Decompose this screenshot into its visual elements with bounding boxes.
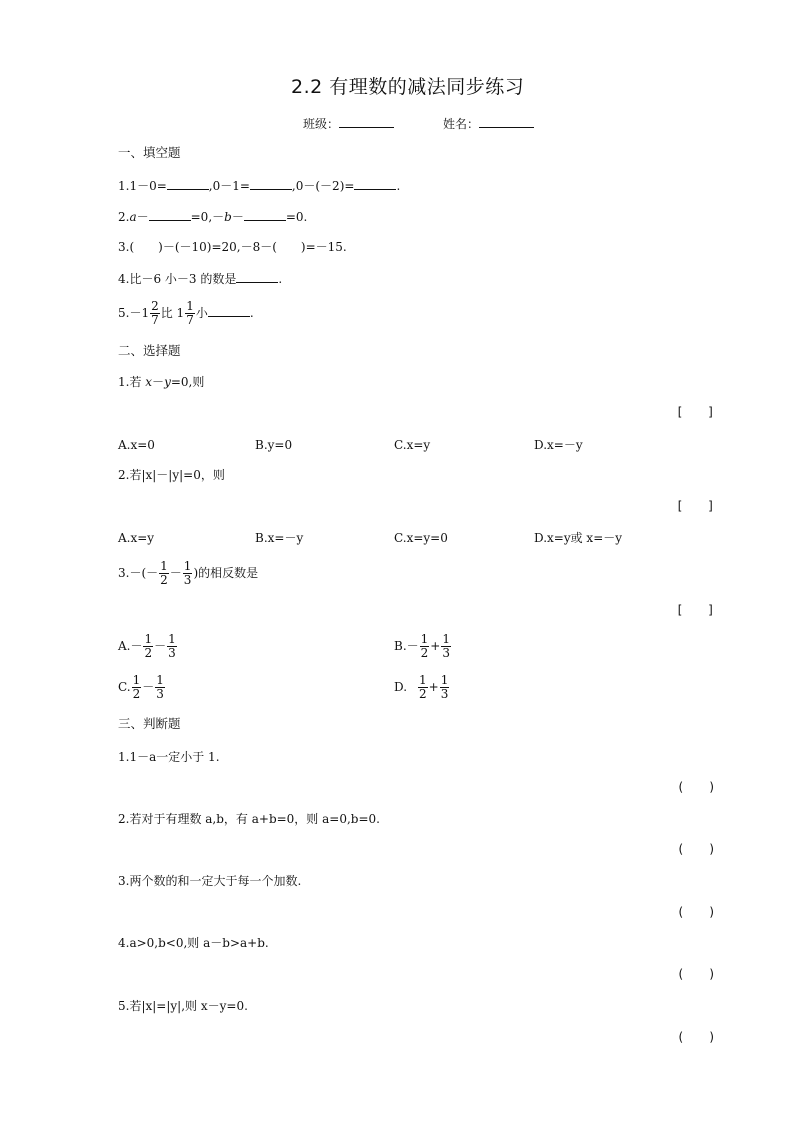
fraction: $\frac{1}{3}$	[183, 559, 192, 587]
page-title: 2.2 有理数的减法同步练习	[291, 76, 525, 98]
fill-question-3: 3.( )－(－10)=20,－8－( )=－15.	[118, 240, 347, 254]
option-c[interactable]: C.x=y	[394, 438, 431, 452]
judge-question-4: 4.a>0,b<0,则 a－b>a+b.	[118, 936, 269, 950]
option-b[interactable]: B.－ $\frac{1}{2}$ + $\frac{1}{3}$	[394, 632, 450, 660]
fill-blank[interactable]	[354, 177, 396, 190]
answer-paren[interactable]: ( )	[677, 905, 716, 919]
fill-question-1: 1.1－0= ,0－1= ,0－(－2)= .	[118, 179, 401, 193]
fill-blank[interactable]	[208, 304, 250, 317]
choice-question-3: 3.－(－ $\frac{1}{2}$ － $\frac{1}{3}$ )的相反数是	[118, 559, 259, 587]
judge-question-3: 3.两个数的和一定大于每一个加数.	[118, 874, 302, 888]
class-field	[303, 115, 394, 132]
option-d[interactable]: D. $\frac{1}{2}$ + $\frac{1}{3}$	[394, 673, 449, 701]
answer-paren[interactable]: ( )	[677, 1030, 716, 1044]
class-label: 班级：	[303, 117, 340, 131]
fill-blank[interactable]	[244, 208, 286, 221]
fill-question-5: 5.－1 $\frac{2}{7}$ 比 1 $\frac{1}{7}$ 小 .	[118, 299, 254, 327]
option-c[interactable]: C. $\frac{1}{2}$ － $\frac{1}{3}$	[118, 673, 164, 701]
section-fill-heading: 一、填空题	[118, 145, 181, 160]
fraction: $\frac{1}{7}$	[186, 299, 194, 327]
judge-question-1: 1.1－a一定小于 1.	[118, 750, 220, 764]
option-b[interactable]: B.y=0	[255, 438, 293, 452]
fraction: $\frac{1}{2}$	[160, 559, 168, 587]
class-blank[interactable]	[339, 115, 394, 128]
answer-paren[interactable]: ( )	[677, 780, 716, 794]
option-b[interactable]: B.x=－y	[255, 531, 304, 545]
fill-blank[interactable]	[250, 177, 292, 190]
answer-bracket[interactable]: [ ]	[676, 405, 715, 419]
option-d[interactable]: D.x=－y	[534, 438, 583, 452]
option-a[interactable]: A.x=y	[118, 531, 155, 545]
option-c[interactable]: C.x=y=0	[394, 531, 448, 545]
name-field	[443, 115, 534, 132]
option-d[interactable]: D.x=y或 x=－y	[534, 531, 623, 545]
judge-question-2: 2.若对于有理数 a,b，有 a+b=0，则 a=0,b=0.	[118, 812, 380, 826]
name-label: 姓名：	[443, 117, 480, 131]
fraction: $\frac{2}{7}$	[151, 299, 159, 327]
fill-blank[interactable]	[167, 177, 209, 190]
name-blank[interactable]	[479, 115, 534, 128]
choice-question-1: 1.若 x－y=0,则	[118, 375, 205, 389]
answer-paren[interactable]: ( )	[677, 967, 716, 981]
answer-bracket[interactable]: [ ]	[676, 603, 715, 617]
option-a[interactable]: A.x=0	[118, 438, 155, 452]
section-judge-heading: 三、判断题	[118, 716, 181, 731]
fill-blank[interactable]	[236, 270, 278, 283]
fill-question-4: 4.比－6 小－3 的数是 .	[118, 272, 283, 286]
judge-question-5: 5.若|x|=|y|,则 x－y=0.	[118, 999, 248, 1013]
answer-paren[interactable]: ( )	[677, 842, 716, 856]
fill-blank[interactable]	[149, 208, 191, 221]
fill-question-2: 2.a－ =0,－b－ =0.	[118, 210, 308, 224]
option-a[interactable]: A.－ $\frac{1}{2}$ － $\frac{1}{3}$	[118, 632, 176, 660]
choice-question-2: 2.若|x|－|y|=0，则	[118, 468, 225, 482]
section-choice-heading: 二、选择题	[118, 343, 181, 358]
answer-bracket[interactable]: [ ]	[676, 499, 715, 513]
